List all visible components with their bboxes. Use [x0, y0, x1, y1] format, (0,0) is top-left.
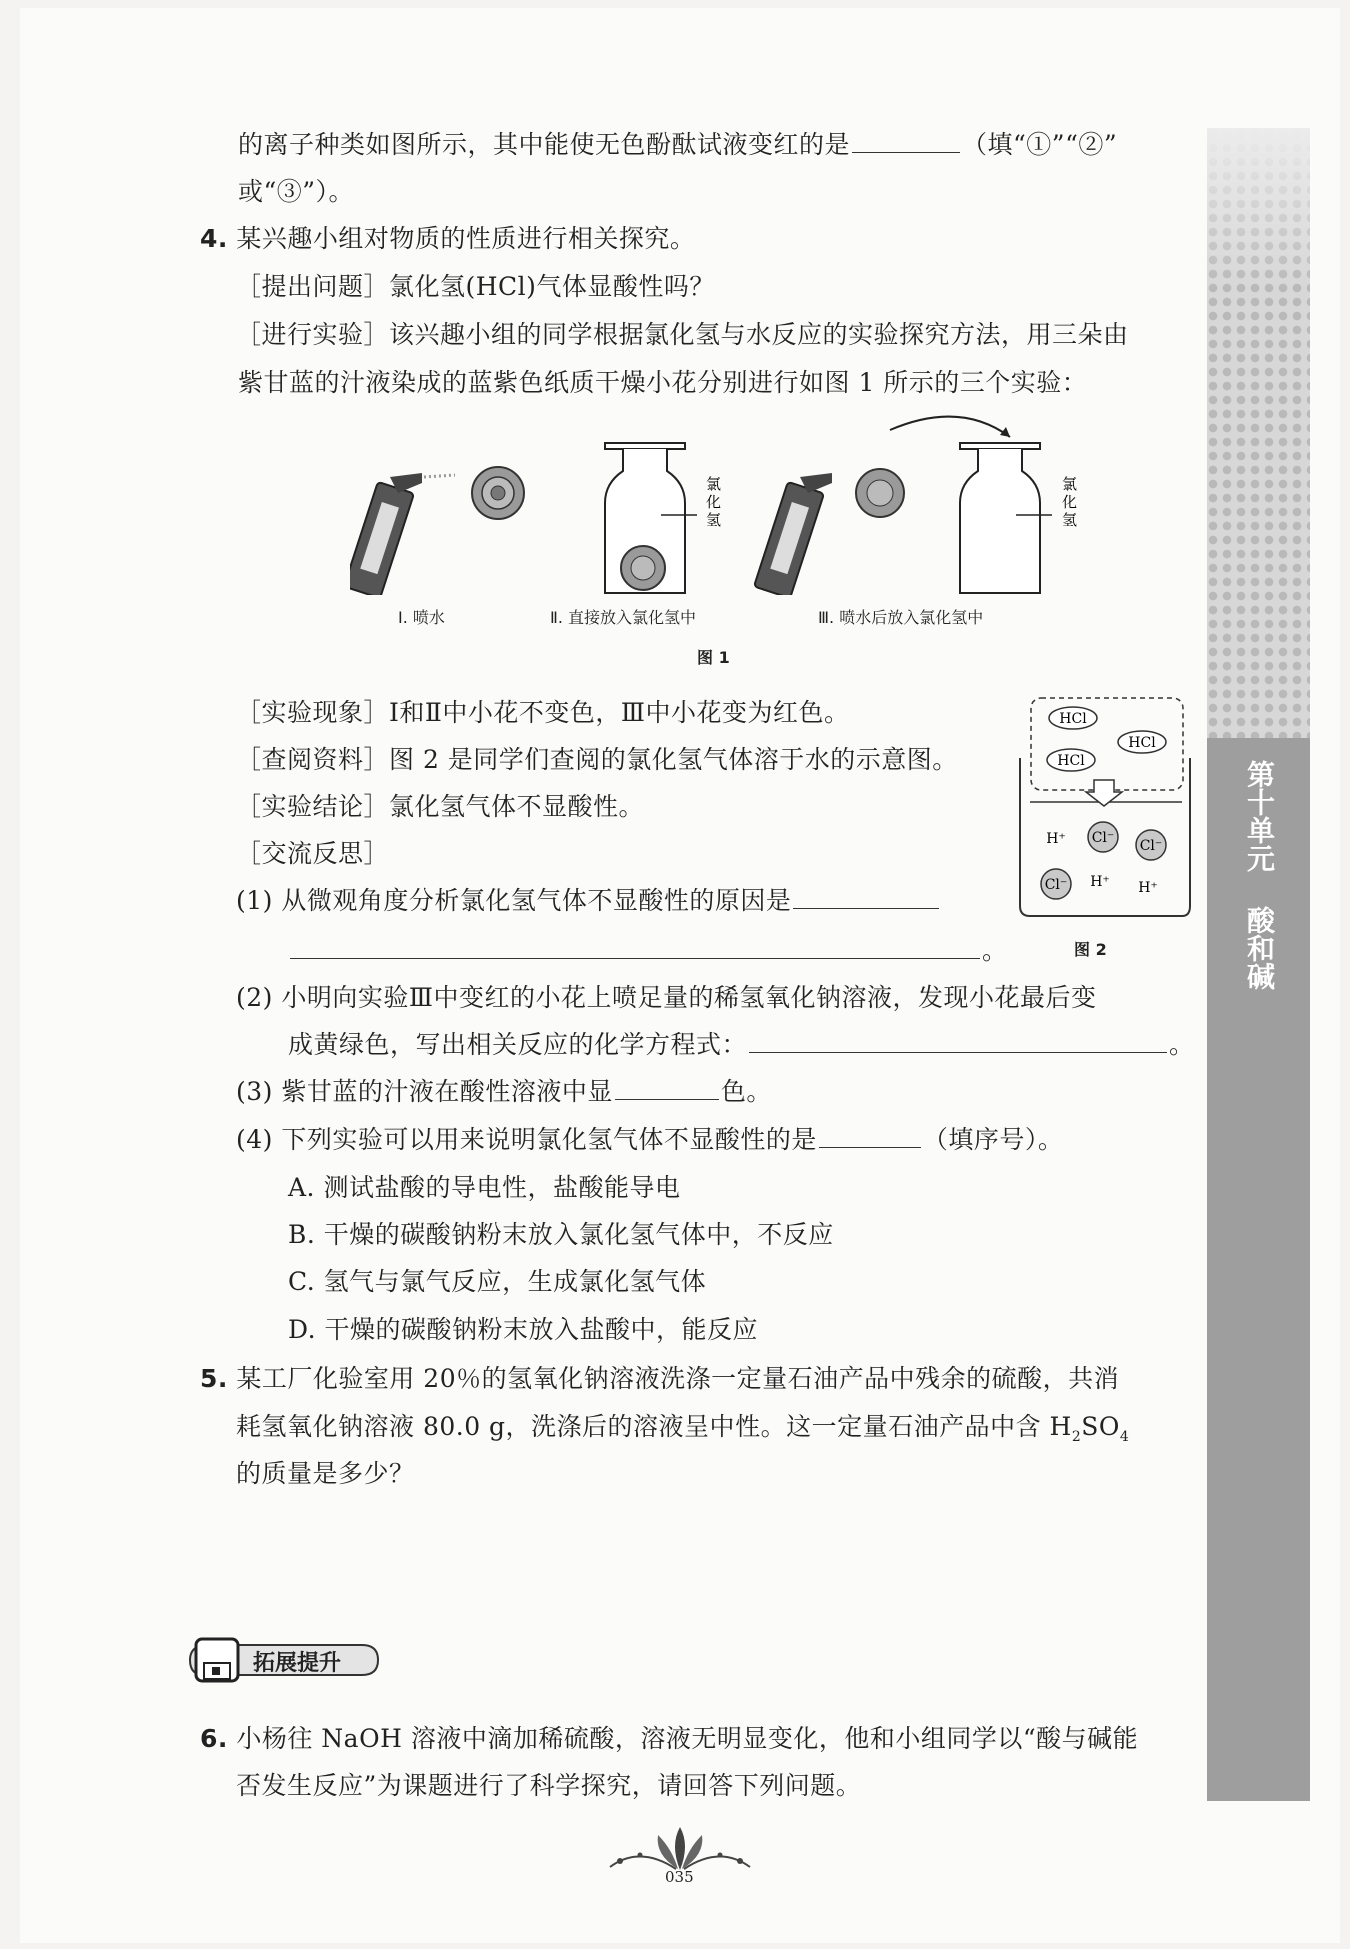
figure-caption: Ⅲ. 喷水后放入氯化氢中 [818, 608, 984, 627]
flower-icon [856, 469, 904, 517]
h-ion: H⁺ [1138, 880, 1158, 896]
text-line: 耗氢氧化钠溶液 80.0 g，洗涤后的溶液呈中性。这一定量石油产品中含 $H_2SO_4$ [236, 1412, 1130, 1445]
answer-line: 。 [288, 934, 1008, 968]
hcl-molecule: HCl [1128, 735, 1156, 751]
arrow-icon [890, 417, 1010, 437]
text-line: ［提出问题］氯化氢(HCl)气体显酸性吗？ [236, 272, 715, 301]
figure-caption: Ⅱ. 直接放入氯化氢中 [550, 608, 697, 627]
text-line: 紫甘蓝的汁液染成的蓝紫色纸质干燥小花分别进行如图 1 所示的三个实验： [238, 368, 1088, 397]
option-d: D. 干燥的碳酸钠粉末放入盐酸中，能反应 [288, 1315, 759, 1344]
side-tab-label [1237, 760, 1281, 990]
flower-icon [472, 467, 524, 519]
text-line: ［实验现象］Ⅰ和Ⅱ中小花不变色，Ⅲ中小花变为红色。 [236, 698, 850, 727]
text-line: ［进行实验］该兴趣小组的同学根据氯化氢与水反应的实验探究方法，用三朵由 [236, 320, 1129, 349]
figure-2-diagram [1016, 696, 1191, 918]
side-tab-topic: 酸和碱 [1243, 906, 1276, 990]
text-line: 的离子种类如图所示，其中能使无色酚酞试液变红的是 （填“①”“②” [238, 130, 1118, 159]
sub-question-1: (1) 从微观角度分析氯化氢气体不显酸性的原因是 [236, 884, 941, 918]
side-tab-unit: 第十单元 [1243, 760, 1276, 872]
question-6: 6. 小杨往 NaOH 溶液中滴加稀硫酸，溶液无明显变化，他和小组同学以“酸与碱能 [200, 1724, 1139, 1753]
figure-2-title: 图 2 [1074, 940, 1107, 959]
page-number: 035 [665, 1868, 694, 1886]
text-line: ［交流反思］ [236, 839, 390, 868]
gas-label: 氯化氢 [706, 475, 722, 529]
formula: $H_2SO_4$ [1049, 1412, 1130, 1445]
text-line: 否发生反应”为课题进行了科学探究，请回答下列问题。 [236, 1771, 862, 1800]
gas-jar-icon [605, 443, 697, 593]
option-a: A. 测试盐酸的导电性，盐酸能导电 [288, 1173, 681, 1202]
cl-ion: Cl⁻ [1091, 830, 1115, 846]
gas-label: 氯化氢 [1062, 475, 1078, 529]
hcl-molecule: HCl [1059, 711, 1087, 727]
text-line: 成黄绿色，写出相关反应的化学方程式： 。 [288, 1030, 1195, 1059]
sub-question-2: (2) 小明向实验Ⅲ中变红的小花上喷足量的稀氢氧化钠溶液，发现小花最后变 [236, 983, 1097, 1012]
text-line: ［实验结论］氯化氢气体不显酸性。 [236, 792, 645, 821]
spray-bottle-icon [350, 473, 455, 595]
cl-ion: Cl⁻ [1139, 838, 1163, 854]
text-line: 或“③”）。 [238, 177, 355, 206]
question-5: 5. 某工厂化验室用 20％的氢氧化钠溶液洗涤一定量石油产品中残余的硫酸，共消 [200, 1364, 1120, 1393]
gas-jar-icon [960, 443, 1052, 593]
hcl-molecule: HCl [1057, 753, 1085, 769]
sub-question-4: (4) 下列实验可以用来说明氯化氢气体不显酸性的是 （填序号）。 [236, 1125, 1064, 1154]
figure-1-title: 图 1 [697, 648, 730, 667]
spray-bottle-icon [754, 473, 832, 595]
h-ion: H⁺ [1090, 874, 1110, 890]
question-4: 4. 某兴趣小组对物质的性质进行相关探究。 [200, 224, 696, 253]
text-line: ［查阅资料］图 2 是同学们查阅的氯化氢气体溶于水的示意图。 [236, 745, 958, 774]
side-tab-pattern [1207, 128, 1310, 738]
option-b: B. 干燥的碳酸钠粉末放入氯化氢气体中，不反应 [288, 1220, 834, 1249]
cl-ion: Cl⁻ [1044, 877, 1068, 893]
sub-question-3: (3) 紫甘蓝的汁液在酸性溶液中显 色。 [236, 1077, 772, 1106]
figure-1-diagram [350, 415, 1080, 595]
figure-caption: Ⅰ. 喷水 [398, 608, 445, 627]
option-c: C. 氢气与氯气反应，生成氯化氢气体 [288, 1267, 707, 1296]
section-badge-label: 拓展提升 [253, 1651, 342, 1676]
h-ion: H⁺ [1046, 831, 1066, 847]
unit-side-tab [1207, 128, 1310, 1801]
text-line: 的质量是多少？ [236, 1459, 415, 1488]
